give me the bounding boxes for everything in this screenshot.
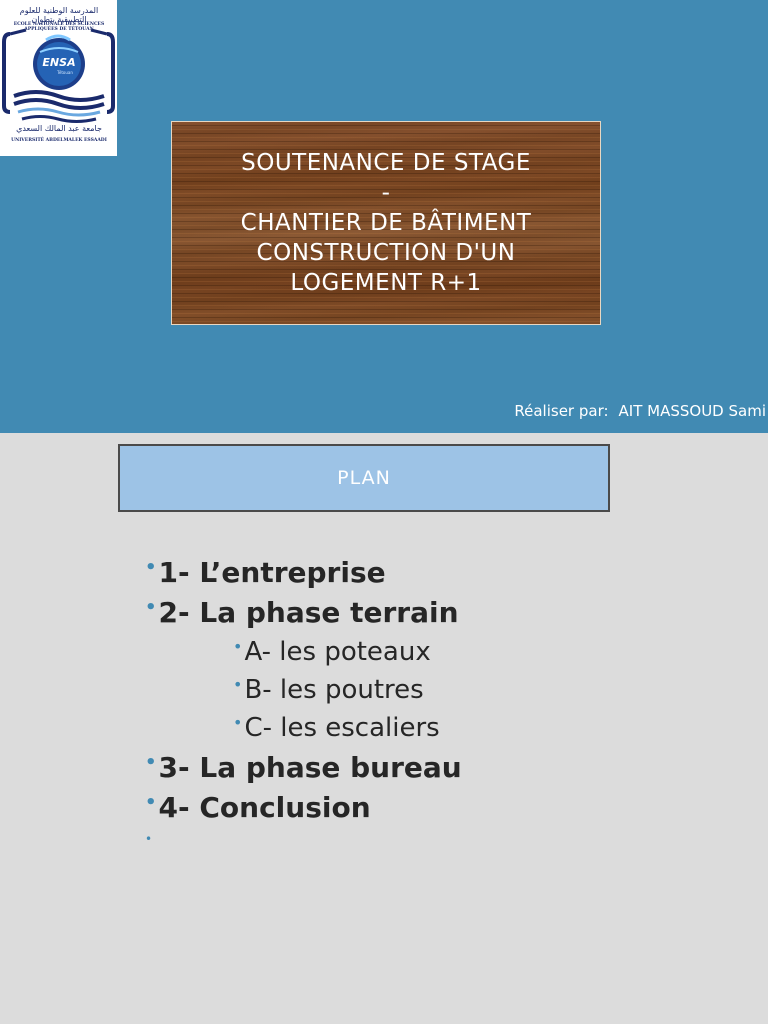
logo-arabic-top-text: المدرسة الوطنية للعلوم التطبيقية بتطوان: [19, 6, 99, 24]
plan-item-entreprise: [145, 556, 386, 589]
logo-emblem-subtext: Tétouan: [57, 70, 73, 75]
bullet-icon: •: [145, 792, 157, 813]
author-label: Réaliser par:: [514, 402, 609, 420]
plan-item-label: A- les poteaux: [244, 637, 431, 667]
title-line-1: SOUTENANCE DE STAGE: [241, 150, 531, 176]
bullet-icon: •: [145, 557, 157, 578]
title-slide: [0, 0, 768, 433]
plan-item-label: C- les escaliers: [244, 713, 440, 743]
logo-arabic-bottom-text: جامعة عبد المالك السعدي: [16, 124, 102, 133]
ensa-tetouan-logo: [0, 0, 117, 156]
plan-item-phase-bureau: [145, 751, 462, 784]
empty-bullet-icon: •: [145, 832, 153, 846]
title-line-4: CONSTRUCTION D'UN: [256, 240, 516, 266]
title-box: [171, 121, 601, 325]
plan-heading: PLAN: [337, 467, 391, 489]
title-line-2: -: [381, 180, 391, 206]
plan-subitem-poutres: [233, 675, 424, 705]
bullet-icon: •: [145, 752, 157, 773]
logo-emblem-text: ENSA: [42, 56, 76, 69]
plan-subitem-poteaux: [233, 637, 431, 667]
plan-item-label: 1- L’entreprise: [158, 556, 386, 589]
author-credit: [514, 402, 766, 420]
bullet-icon: •: [233, 637, 243, 656]
author-name: AIT MASSOUD Sami: [618, 402, 766, 420]
plan-subitem-escaliers: [233, 713, 440, 743]
plan-item-phase-terrain: [145, 596, 459, 629]
plan-item-conclusion: [145, 791, 371, 824]
bullet-icon: •: [233, 675, 243, 694]
plan-item-label: B- les poutres: [244, 675, 424, 705]
plan-item-label: 2- La phase terrain: [158, 596, 459, 629]
plan-item-label: 3- La phase bureau: [158, 751, 462, 784]
title-line-3: CHANTIER DE BÂTIMENT: [240, 210, 532, 236]
logo-french-bottom-text: UNIVERSITÉ ABDELMALEK ESSAADI: [11, 138, 107, 143]
logo-french-top-text: ECOLE NATIONALE DES SCIENCES APPLIQUÉES DE TÉTOUAN: [13, 22, 105, 32]
plan-item-label: 4- Conclusion: [158, 791, 371, 824]
title-line-5: LOGEMENT R+1: [290, 270, 482, 296]
bullet-icon: •: [145, 597, 157, 618]
plan-heading-box: [118, 444, 610, 512]
bullet-icon: •: [233, 713, 243, 732]
